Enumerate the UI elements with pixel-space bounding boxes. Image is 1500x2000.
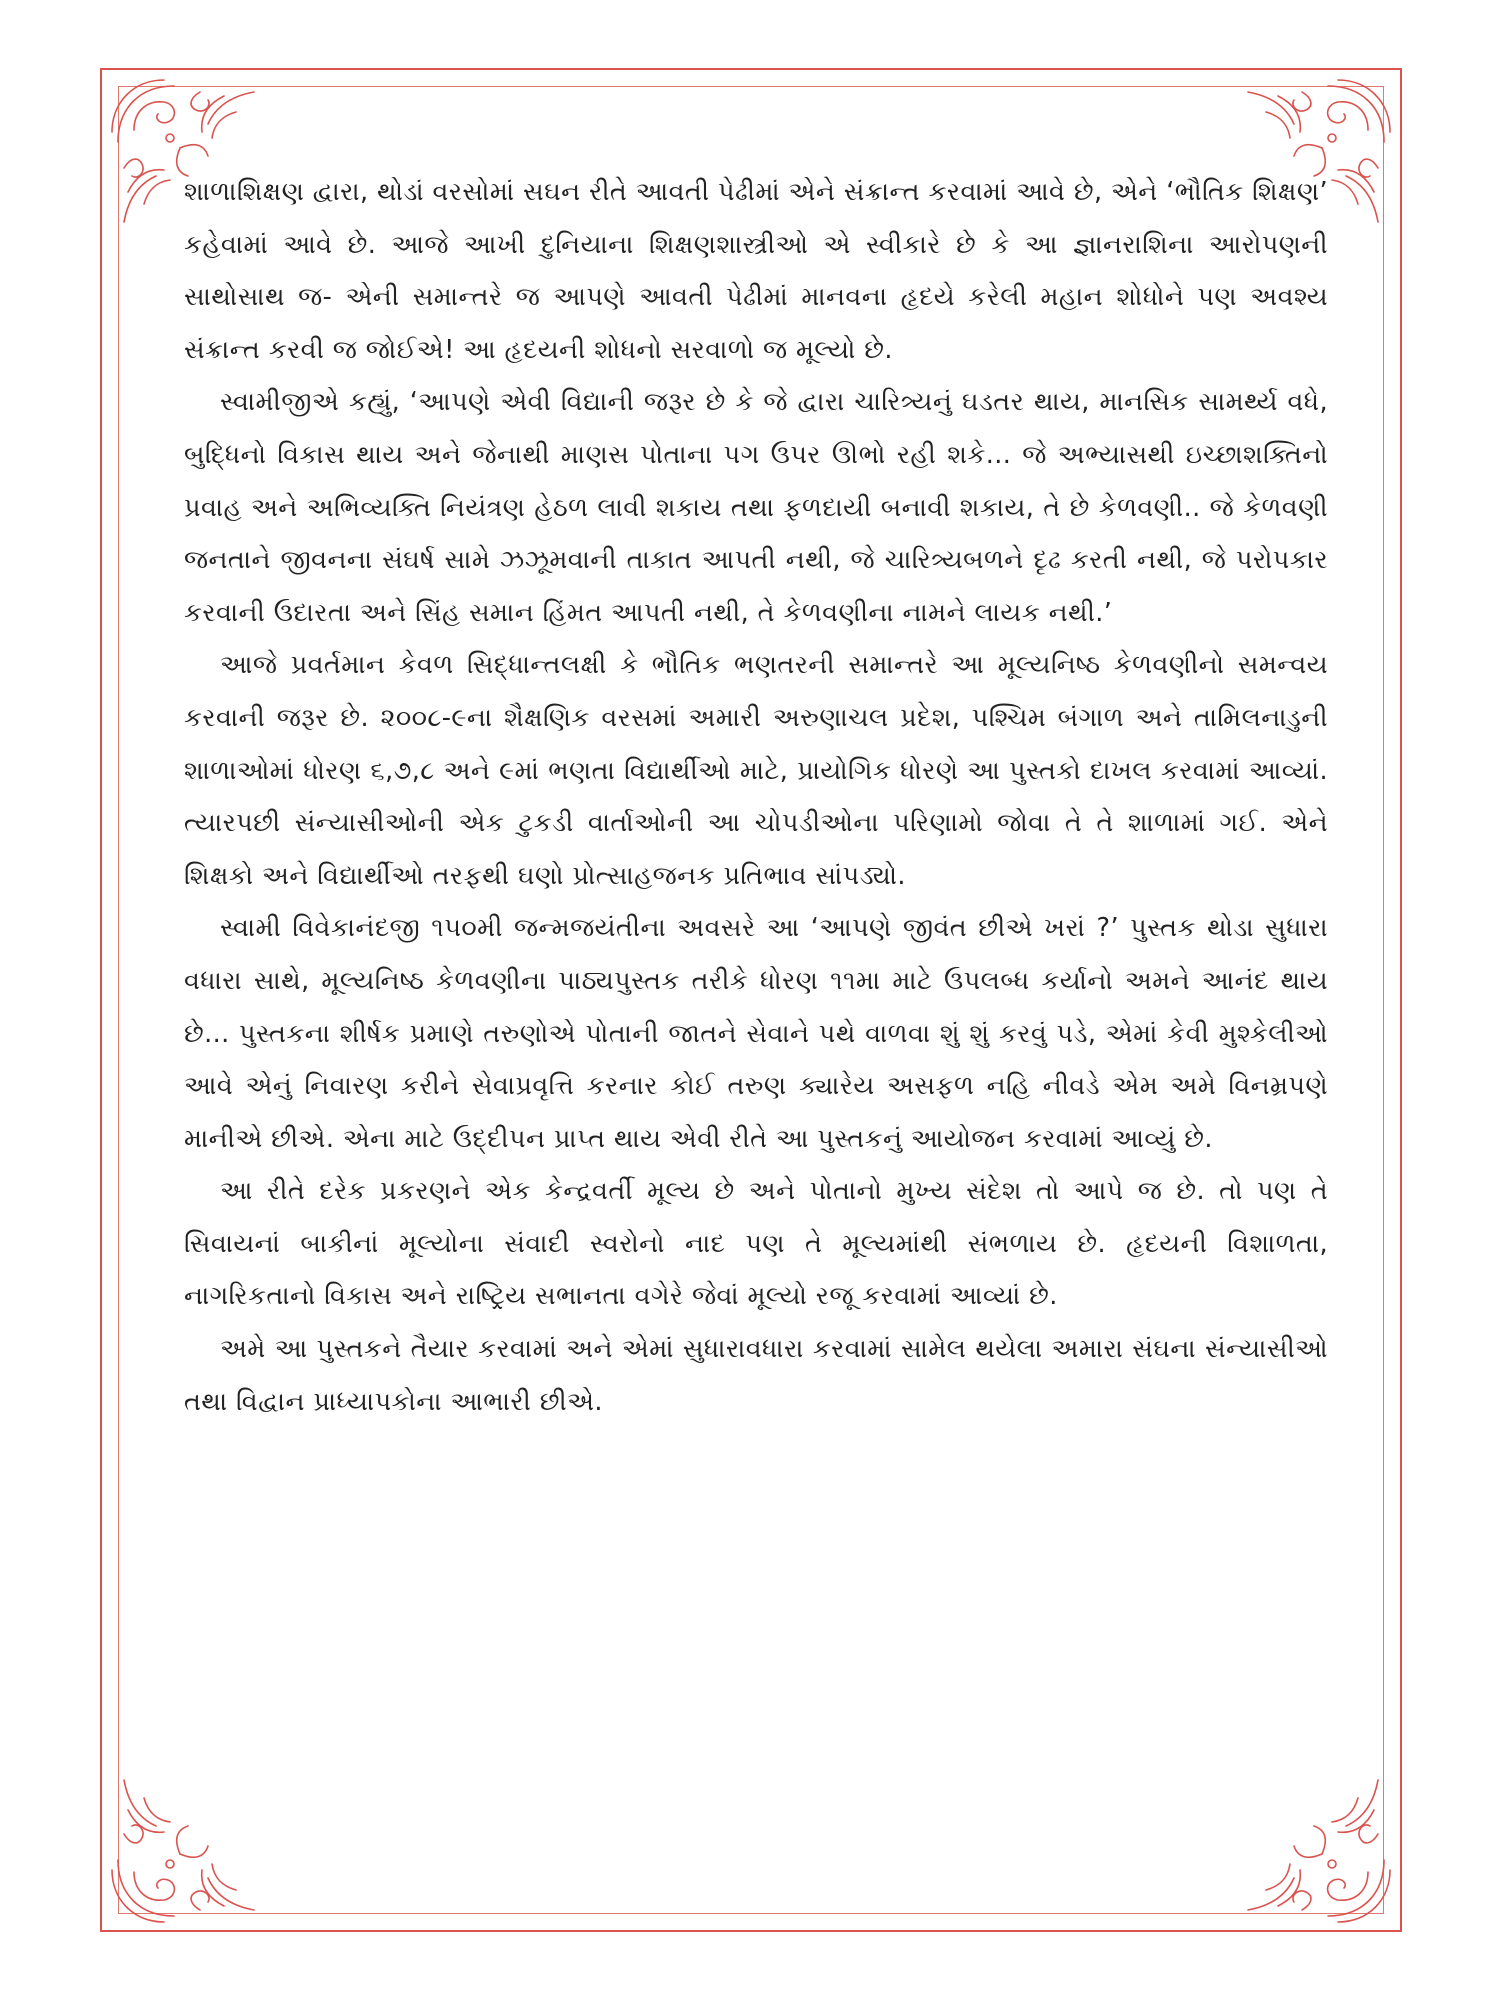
paragraph: સ્વામી વિવેકાનંદજી ૧૫૦મી જન્મજયંતીના અવસરે આ ‘આપણે જીવંત છીએ ખરાં ?’ પુસ્તક થોડા સુધારા વધારા સાથે, મૂલ્યનિષ્ઠ કેળવણીના પાઠ્યપુસ્તક તરીકે ધોરણ ૧૧મા માટે ઉપલબ્ધ કર્યાનો અમને આનંદ થાય છે... પુસ્તકના શીર્ષક પ્રમાણે તરુણોએ પોતાની જાતને સેવાને પથે વાળવા શું શું કરવું પડે, એમાં કેવી મુશ્કેલીઓ આવે એનું નિવારણ કરીને સેવાપ્રવૃત્તિ કરનાર કોઈ તરુણ ક્યારેય અસફળ નહિ નીવડે એમ અમે વિનમ્રપણે માનીએ છીએ. એના માટે ઉદ્દીપન પ્રાપ્ત થાય એવી રીતે આ પુસ્તકનું આયોજન કરવામાં આવ્યું છે. [184, 913, 1328, 1154]
paragraph: અમે આ પુસ્તકને તૈયાર કરવામાં અને એમાં સુધારાવધારા કરવામાં સામેલ થયેલા અમારા સંઘના સંન્યાસીઓ તથા વિદ્વાન પ્રાધ્યાપકોના આભારી છીએ. [184, 1334, 1328, 1417]
paragraph: સ્વામીજીએ કહ્યું, ‘આપણે એવી વિદ્યાની જરૂર છે કે જે દ્વારા ચારિત્ર્યનું ઘડતર થાય, માનસિક સામર્થ્ય વધે, બુદ્ધિનો વિકાસ થાય અને જેનાથી માણસ પોતાના પગ ઉપર ઊભો રહી શકે... જે અભ્યાસથી ઇચ્છાશક્તિનો પ્રવાહ અને અભિવ્યક્તિ નિયંત્રણ હેઠળ લાવી શકાય તથા ફળદાયી બનાવી શકાય, તે છે કેળવણી.. જે કેળવણી જનતાને જીવનના સંઘર્ષ સામે ઝઝૂમવાની તાકાત આપતી નથી, જે ચારિત્ર્યબળને દૃઢ કરતી નથી, જે પરોપકાર કરવાની ઉદારતા અને સિંહ સમાન હિંમત આપતી નથી, તે કેળવણીના નામને લાયક નથી.’ [184, 387, 1328, 628]
paragraph: આ રીતે દરેક પ્રકરણને એક કેન્દ્રવર્તી મૂલ્ય છે અને પોતાનો મુખ્ય સંદેશ તો આપે જ છે. તો પણ તે સિવાયનાં બાકીનાં મૂલ્યોના સંવાદી સ્વરોનો નાદ પણ તે મૂલ્યમાંથી સંભળાય છે. હૃદયની વિશાળતા, નાગરિકતાનો વિકાસ અને રાષ્ટ્રિય સભાનતા વગેરે જેવાં મૂલ્યો રજૂ કરવામાં આવ્યાં છે. [184, 1176, 1328, 1312]
corner-ornament-icon [104, 1760, 274, 1930]
paragraph: શાળાશિક્ષણ દ્વારા, થોડાં વરસોમાં સઘન રીતે આવતી પેઢીમાં એને સંક્રાન્ત કરવામાં આવે છે, એને ‘ભૌતિક શિક્ષણ’ કહેવામાં આવે છે. આજે આખી દુનિયાના શિક્ષણશાસ્ત્રીઓ એ સ્વીકારે છે કે આ જ્ઞાનરાશિના આરોપણની સાથોસાથ જ- એની સમાન્તરે જ આપણે આવતી પેઢીમાં માનવના હૃદયે કરેલી મહાન શોધોને પણ અવશ્ય સંક્રાન્ત કરવી જ જોઈએ! આ હૃદયની શોધનો સરવાળો જ મૂલ્યો છે. [184, 177, 1328, 365]
corner-ornament-icon [1228, 1760, 1398, 1930]
paragraph: આજે પ્રવર્તમાન કેવળ સિદ્ધાન્તલક્ષી કે ભૌતિક ભણતરની સમાન્તરે આ મૂલ્યનિષ્ઠ કેળવણીનો સમન્વય કરવાની જરૂર છે. ૨૦૦૮-૯ના શૈક્ષણિક વરસમાં અમારી અરુણાચલ પ્રદેશ, પશ્ચિમ બંગાળ અને તામિલનાડુની શાળાઓમાં ધોરણ ૬,૭,૮ અને ૯માં ભણતા વિદ્યાર્થીઓ માટે, પ્રાયોગિક ધોરણે આ પુસ્તકો દાખલ કરવામાં આવ્યાં. ત્યારપછી સંન્યાસીઓની એક ટુકડી વાર્તાઓની આ ચોપડીઓના પરિણામો જોવા તે તે શાળામાં ગઈ. એને શિક્ષકો અને વિદ્યાર્થીઓ તરફથી ઘણો પ્રોત્સાહજનક પ્રતિભાવ સાંપડ્યો. [184, 650, 1328, 891]
document-body [184, 166, 1328, 1428]
